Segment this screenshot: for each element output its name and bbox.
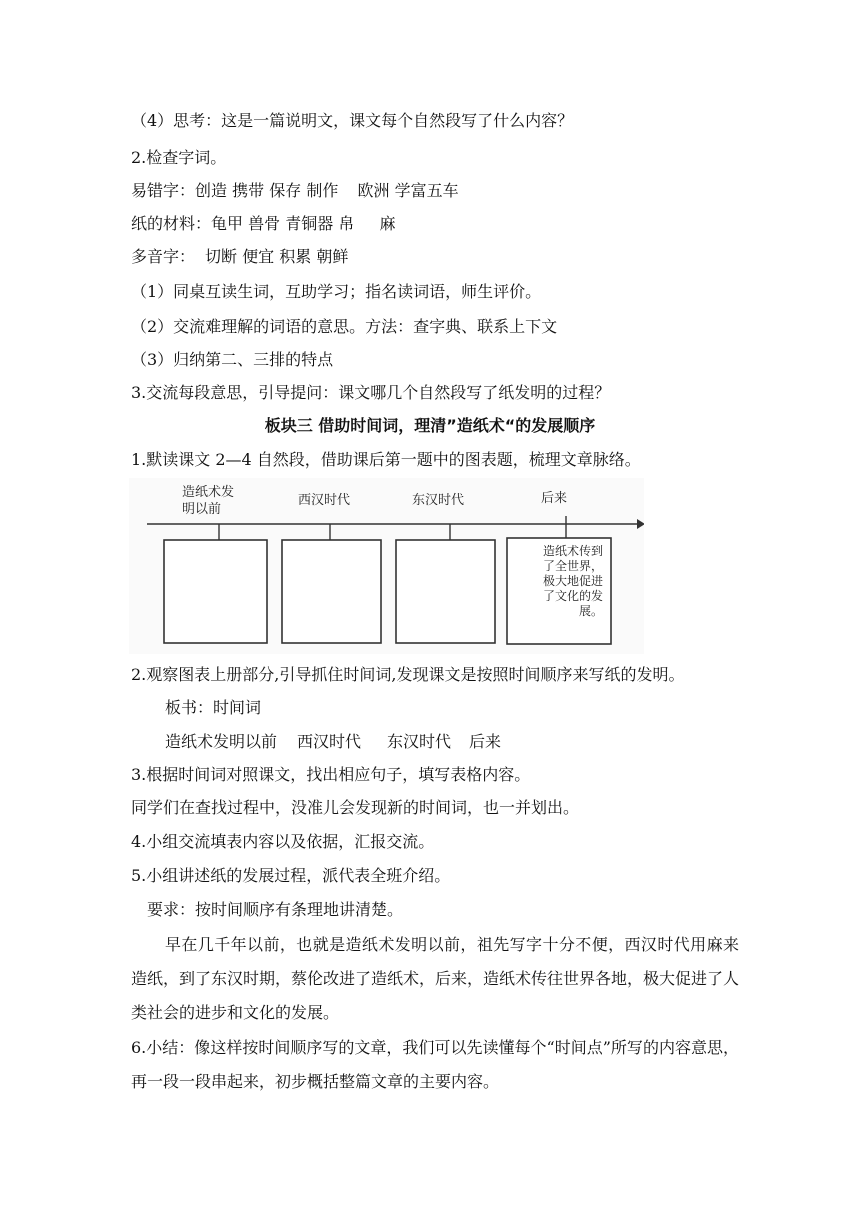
timeline-label: 明以前 — [182, 502, 222, 517]
line-error-prone-chars — [131, 181, 459, 201]
line-summarize-rows: （3）归纳第二、三排的特点 — [131, 350, 334, 369]
line-match-text: 3.根据时间词对照课文，找出相应句子，填写表格内容。 — [131, 765, 531, 784]
word: 切断 — [205, 247, 238, 266]
section-heading: 板块三 借助时间词，理清”造纸术“的发展顺序 — [264, 416, 596, 435]
paragraph-narration: 早在几千年以前，也就是造纸术发明以前，祖先写字十分不便，西汉时代用麻来造纸，到了东汉时期，蔡伦改进了造纸术，后来，造纸术传往世界各地，极大促进了人类社会的进步和文化的发展。 — [131, 935, 740, 1022]
word: 创造 — [195, 181, 228, 200]
line-exchange-meaning: 3.交流每段意思，引导提问：课文哪几个自然段写了纸发明的过程？ — [131, 383, 611, 402]
line-observe-chart: 2.观察图表上册部分,引导抓住时间词,发现课文是按照时间顺序来写纸的发明。 — [131, 665, 685, 684]
word: 携带 — [232, 181, 265, 200]
time-word: 东汉时代 — [387, 732, 452, 751]
time-word: 造纸术发明以前 — [165, 732, 278, 751]
word: 青铜器 — [285, 214, 334, 233]
word: 保存 — [269, 181, 302, 200]
paragraph-summary: 6.小结：像这样按时间顺序写的文章，我们可以先读懂每个“时间点”所写的内容意思，再一段一段串起来，初步概括整篇文章的主要内容。 — [131, 1038, 739, 1091]
word: 便宜 — [242, 247, 275, 266]
timeline-label: 东汉时代 — [412, 493, 465, 508]
line-group-exchange: 4.小组交流填表内容以及依据，汇报交流。 — [131, 832, 435, 851]
word: 积累 — [279, 247, 312, 266]
materials-label: 纸的材料： — [131, 214, 212, 233]
time-word: 后来 — [469, 732, 502, 751]
line-find-new-words: 同学们在查找过程中，没准儿会发现新的时间词，也一并划出。 — [131, 798, 580, 817]
timeline-arrow-head — [637, 519, 644, 529]
timeline-box-text: 造纸术传到了全世界，极大地促进了文化的发展。 — [542, 544, 603, 618]
word: 朝鲜 — [316, 247, 349, 266]
line-discuss-words: （2）交流难理解的词语的意思。方法：查字典、联系上下文 — [131, 317, 558, 336]
line-check-words: 2.检查字词。 — [131, 148, 227, 167]
word: 兽骨 — [248, 214, 281, 233]
line-board-label: 板书：时间词 — [165, 698, 262, 717]
word: 制作 — [306, 181, 339, 200]
word: 龟甲 — [211, 214, 244, 233]
error-prone-label: 易错字： — [131, 181, 196, 200]
timeline-box-empty — [396, 540, 495, 643]
line-group-narrate: 5.小组讲述纸的发展过程，派代表全班介绍。 — [131, 866, 451, 885]
timeline-label: 后来 — [541, 491, 568, 506]
word: 学富五车 — [394, 181, 459, 200]
timeline-box-empty — [164, 540, 267, 643]
line-paper-materials — [131, 214, 395, 234]
timeline-label: 西汉时代 — [298, 493, 351, 508]
timeline-diagram — [129, 478, 644, 654]
timeline-box-empty — [282, 540, 381, 643]
line-think: （4）思考：这是一篇说明文，课文每个自然段写了什么内容？ — [131, 111, 574, 130]
line-time-words — [165, 732, 501, 752]
line-requirement: 要求：按时间顺序有条理地讲清楚。 — [147, 900, 404, 919]
time-word: 西汉时代 — [297, 732, 362, 751]
line-polyphonic-chars — [131, 247, 348, 267]
line-silent-read: 1.默读课文 2—4 自然段，借助课后第一题中的图表题，梳理文章脉络。 — [131, 450, 641, 469]
word: 帛 — [338, 214, 355, 233]
polyphonic-label: 多音字： — [131, 247, 196, 266]
timeline-label: 造纸术发 — [182, 485, 235, 500]
line-partner-read: （1）同桌互读生词，互助学习；指名读词语，师生评价。 — [131, 282, 542, 301]
word: 麻 — [379, 214, 396, 233]
word: 欧洲 — [357, 181, 390, 200]
